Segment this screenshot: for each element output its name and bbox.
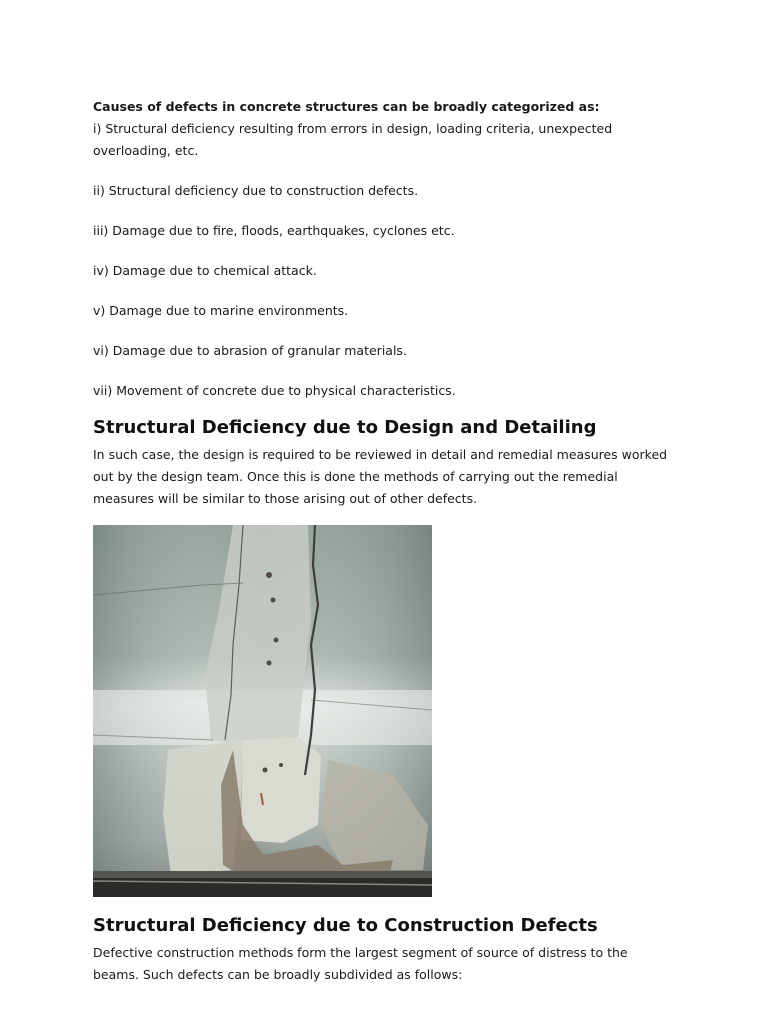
cause-item-3: iii) Damage due to fire, floods, earthquakes, cyclones etc.: [93, 223, 455, 238]
cause-item-2: ii) Structural deficiency due to construction defects.: [93, 183, 419, 198]
cause-item-7: vii) Movement of concrete due to physical characteristics.: [93, 383, 456, 398]
document-page: [93, 96, 673, 986]
section-body-design: In such case, the design is required to be reviewed in detail and remedial measures worked out by the design team. Once this is done the methods of carrying out the remedial measures will be similar to those arising out of other defects.: [93, 447, 668, 506]
concrete-crack-photo: [93, 525, 432, 897]
section-heading-design: Structural Deficiency due to Design and Detailing: [93, 417, 597, 438]
cause-item-4: iv) Damage due to chemical attack.: [93, 263, 317, 278]
cause-item-6: vi) Damage due to abrasion of granular materials.: [93, 343, 407, 358]
section-body-construction: Defective construction methods form the largest segment of source of distress to the beams. Such defects can be broadly subdivided as follows:: [93, 945, 628, 982]
cause-item-5: v) Damage due to marine environments.: [93, 303, 349, 318]
section-heading-construction: Structural Deficiency due to Construction Defects: [93, 915, 598, 936]
intro-heading: Causes of defects in concrete structures can be broadly categorized as:: [93, 99, 600, 114]
cause-item-1: i) Structural deficiency resulting from errors in design, loading criteria, unexpected overloading, etc.: [93, 121, 613, 158]
